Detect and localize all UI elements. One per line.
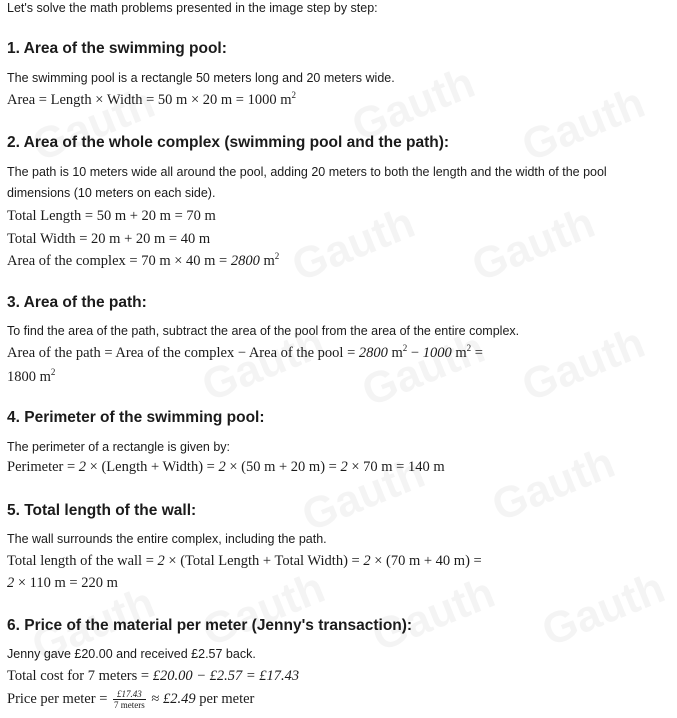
section-5-heading: 5. Total length of the wall: (7, 502, 197, 519)
watermark (365, 568, 502, 662)
watermark (485, 438, 622, 532)
section-2-math-area: Area of the complex = 70 m × 40 m = 2800 $m^2$ (7, 251, 280, 269)
section-2-text: The path is 10 meters wide all around the pool, adding 20 meters to both the length and the width of the pool dimensions (10 meters on each side). (7, 165, 607, 200)
watermark (195, 563, 332, 657)
section-5-text: The wall surrounds the entire complex, including the path. (7, 532, 327, 546)
watermark (515, 318, 652, 412)
section-3-text: To find the area of the path, subtract the area of the pool from the area of the entire complex. (7, 324, 520, 338)
watermark (535, 563, 672, 657)
watermark (515, 78, 652, 172)
section-5-math-result: 2 × 110 m = 220 m (7, 575, 118, 591)
section-1-heading: 1. Area of the swimming pool: (7, 40, 227, 57)
section-2-heading: 2. Area of the whole complex (swimming pool and the path): (7, 134, 450, 151)
section-4-text: The perimeter of a rectangle is given by: (7, 440, 231, 454)
section-4-math: Perimeter = 2 × (Length + Width) = 2 × (50 m + 20 m) = 2 × 70 m = 140 m (7, 459, 445, 475)
section-3-math: Area of the path = Area of the complex − Area of the pool = 2800 $m^2 - 1000$ $m^2$ = (7, 343, 483, 361)
section-6-text: Jenny gave £20.00 and received £2.57 back. (7, 647, 256, 661)
section-2-math-length: Total Length = 50 m + 20 m = 70 m (7, 208, 216, 224)
section-1-text: The swimming pool is a rectangle 50 meters long and 20 meters wide. (7, 71, 395, 85)
price-fraction: $\frac{£17.43}{\text{7 meters}}$ (114, 689, 145, 710)
section-6-heading: 6. Price of the material per meter (Jenny's transaction): (7, 617, 413, 634)
watermark (285, 198, 422, 292)
watermark (465, 198, 602, 292)
section-6-math-total: Total cost for 7 meters = £20.00 − £2.57 = £17.43 (7, 668, 300, 684)
section-6-math-price: Price per meter = $\frac{£17.43}{\text{7 meters}}$ ≈ £2.49 per meter (7, 689, 255, 710)
section-2-math-width: Total Width = 20 m + 20 m = 40 m (7, 231, 211, 247)
intro-text: Let's solve the math problems presented in the image step by step: (7, 1, 378, 15)
section-3-math-result: 1800 $m^2$ (7, 367, 56, 385)
section-4-heading: 4. Perimeter of the swimming pool: (7, 409, 265, 426)
section-5-math: Total length of the wall = 2 × (Total Length + Total Width) = 2 × (70 m + 40 m) = (7, 553, 482, 569)
section-3-heading: 3. Area of the path: (7, 294, 147, 311)
section-1-math: Area = Length × Width = 50 m × 20 m = 1000 $m^2$ (7, 90, 296, 108)
